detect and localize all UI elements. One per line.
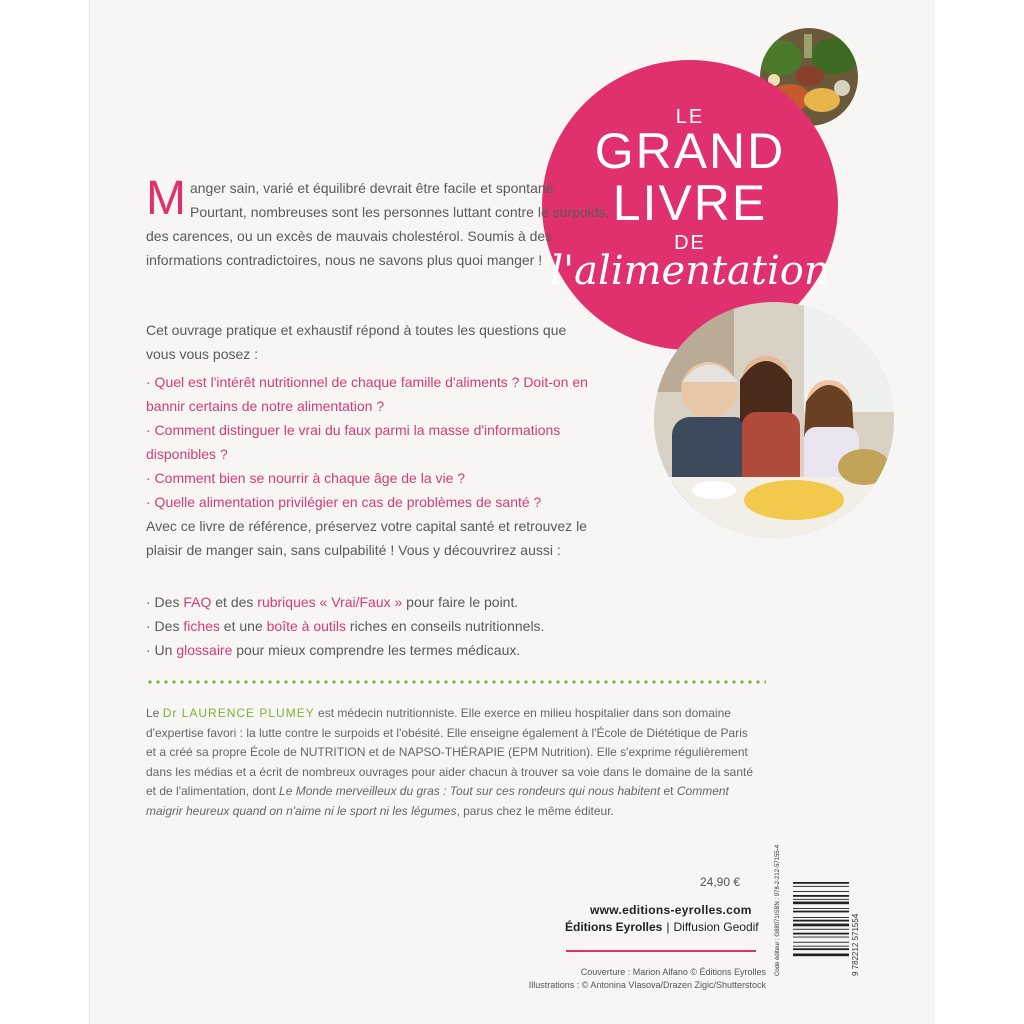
dropcap-letter: M xyxy=(146,172,186,225)
barcode-stripe xyxy=(793,895,849,897)
barcode-stripe xyxy=(793,942,849,943)
barcode-stripe xyxy=(793,882,849,884)
author-bio: Le Dr LAURENCE PLUMEY est médecin nutritionniste. Elle exerce en milieu hospitalier dans son domaine d'expertise favori : la lutte contre le surpoids et l'obésité. Elle enseigne également à l'École de Diététique de Paris et a créé sa propre École de NUTRITION et de NAPSO-THÉRAPIE (EPM Nutrition). Elle s'exprime régulièrement dans les médias et a écrit de nombreux ouvrages pour aider chacun à trouver sa voie dans le domaine de la santé et de l'alimentation, dont Le Monde merveilleux du gras : Tout sur ces rondeurs qui nous habitent et Comment maigrir heureux quand on n'aime ni le sport ni les légumes, parus chez le même éditeur. xyxy=(146,706,754,818)
barcode-stripe xyxy=(793,937,849,938)
barcode-stripe xyxy=(793,902,849,905)
faq-highlight: FAQ xyxy=(183,594,212,610)
barcode-stripe xyxy=(793,946,849,947)
barcode-stripe xyxy=(793,908,849,909)
paragraph-reference: Avec ce livre de référence, préservez votre capital santé et retrouvez le plaisir de manger sain, sans culpabilité ! Vous y découvrirez aussi : xyxy=(146,518,587,558)
title-alimentation: l'alimentation xyxy=(550,248,830,294)
barcode-code-editeur: Code éditeur : G88071ISBN : 978-2-212-57155-4 xyxy=(775,844,781,976)
question-item: · Quel est l'intérêt nutritionnel de chaque famille d'aliments ? Doit-on en bannir certains de notre alimentation ? xyxy=(146,374,588,414)
title-grand: GRAND xyxy=(594,123,786,179)
barcode-stripe xyxy=(793,920,849,922)
barcode-stripe xyxy=(793,933,849,935)
barcode-stripe xyxy=(793,899,849,900)
barcode-stripe xyxy=(793,924,849,927)
vrai-faux-highlight: rubriques « Vrai/Faux » xyxy=(257,594,403,610)
family-photo xyxy=(654,302,894,538)
fiches-highlight: fiches xyxy=(183,618,220,634)
barcode-stripe xyxy=(793,948,849,950)
barcode-digits: 9 782212 571554 xyxy=(851,913,860,976)
question-item: · Quelle alimentation privilégier en cas de problèmes de santé ? xyxy=(146,494,542,510)
barcode-stripe xyxy=(793,886,849,887)
question-item: · Comment distinguer le vrai du faux parmi la masse d'informations disponibles ? xyxy=(146,422,561,462)
questions-list xyxy=(146,370,616,514)
publisher-name: Éditions Eyrolles xyxy=(565,920,663,934)
title-livre: LIVRE xyxy=(612,175,768,231)
publisher-line: Éditions Eyrolles | Diffusion Geodif xyxy=(565,920,759,934)
intro-text: anger sain, varié et équilibré devrait être facile et spontané. Pourtant, nombreuses sont les personnes luttant contre le surpoids, des carences, ou un excès de mauvais cholestérol. Soumis à des informations contradictoires, nous ne savons plus quoi manger ! xyxy=(146,180,610,268)
barcode-stripe xyxy=(793,954,849,957)
barcode-stripe xyxy=(793,917,849,918)
glossaire-highlight: glossaire xyxy=(176,642,233,658)
book-title-2: Comment maigrir heureux quand on n'aime ni le sport ni les légumes xyxy=(146,784,729,818)
author-name: Dr LAURENCE PLUMEY xyxy=(162,706,315,720)
pink-rule xyxy=(566,950,756,952)
background-strip xyxy=(935,0,1024,1024)
credits: Couverture : Marion Alfano © Éditions Eyrolles Illustrations : © Antonina Vlasova/Drazen Zigic/Shutterstock xyxy=(528,967,766,990)
paragraph-questions-intro: Cet ouvrage pratique et exhaustif répond à toutes les questions que vous vous posez : xyxy=(146,322,567,362)
feature-item: · Un glossaire pour mieux comprendre les termes médicaux. xyxy=(146,642,521,658)
title-le: LE xyxy=(675,106,705,128)
feature-item: · Des FAQ et des rubriques « Vrai/Faux » pour faire le point. xyxy=(146,594,519,610)
distributor-name: Diffusion Geodif xyxy=(673,920,759,934)
barcode-stripe xyxy=(793,929,849,930)
title-de: DE xyxy=(674,232,706,254)
boite-outils-highlight: boîte à outils xyxy=(266,618,347,634)
barcode-stripe xyxy=(793,911,849,913)
intro-paragraph xyxy=(146,172,616,272)
barcode-stripe xyxy=(793,891,849,892)
question-item: · Comment bien se nourrir à chaque âge de la vie ? xyxy=(146,470,466,486)
price: 24,90 € xyxy=(700,875,741,889)
features-list xyxy=(146,590,616,662)
book-title-1: Le Monde merveilleux du gras : Tout sur ces rondeurs qui nous habitent xyxy=(279,784,661,798)
feature-item: · Des fiches et une boîte à outils riches en conseils nutritionnels. xyxy=(146,618,545,634)
isbn-barcode xyxy=(775,844,865,976)
dotted-divider xyxy=(146,680,766,684)
publisher-website: www.editions-eyrolles.com xyxy=(590,903,752,917)
